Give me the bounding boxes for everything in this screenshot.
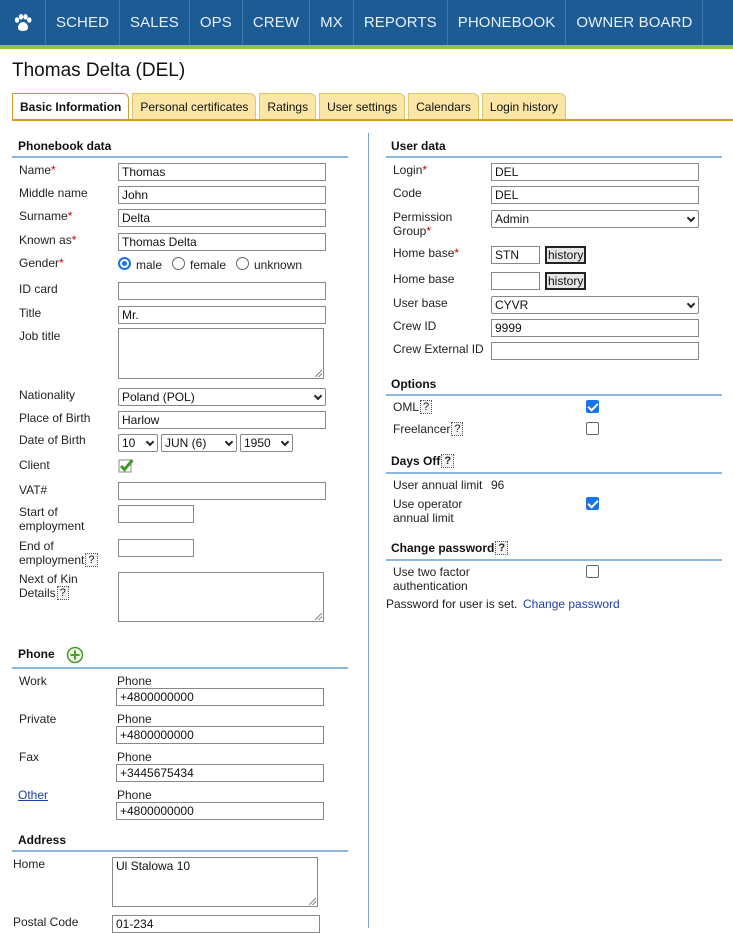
help-icon[interactable]: ? xyxy=(420,400,432,414)
name-label: Name* xyxy=(19,163,56,177)
gender-female-label: female xyxy=(190,258,227,272)
phone-other-field[interactable]: +4800000000 xyxy=(116,802,324,820)
home-logo[interactable] xyxy=(0,0,46,45)
crew-external-id-field[interactable] xyxy=(491,342,699,360)
login-label: Login* xyxy=(393,163,428,177)
top-nav xyxy=(0,0,733,45)
days-off-heading: Days Off ? xyxy=(391,454,454,468)
user-annual-limit-label: User annual limit xyxy=(393,478,483,492)
phone-work-field[interactable]: +4800000000 xyxy=(116,688,324,706)
home-base-field[interactable]: STN xyxy=(491,246,540,264)
chevron-down-icon xyxy=(314,392,322,400)
help-icon[interactable]: ? xyxy=(451,422,463,436)
date-of-birth-label: Date of Birth xyxy=(19,433,86,447)
postal-code-label: Postal Code xyxy=(13,915,79,929)
nationality-label: Nationality xyxy=(19,388,76,402)
nav-crew[interactable]: CREW xyxy=(243,0,310,45)
oml-label: OML ? xyxy=(393,400,432,414)
gender-female-radio[interactable] xyxy=(172,257,185,270)
dob-day-select[interactable]: 10 xyxy=(118,434,158,452)
nav-mx[interactable]: MX xyxy=(310,0,354,45)
tab-bar xyxy=(12,93,569,120)
known-as-field[interactable]: Thomas Delta xyxy=(118,233,326,251)
job-title-label: Job title xyxy=(19,329,61,343)
chevron-down-icon xyxy=(687,214,695,222)
user-data-heading: User data xyxy=(391,139,446,153)
nav-accent-bar xyxy=(0,45,733,49)
home-base-2-label: Home base xyxy=(393,272,455,286)
phone-work-label: Work xyxy=(19,674,47,688)
address-heading-line xyxy=(12,850,348,852)
phonebook-heading-line xyxy=(12,156,348,158)
operator-annual-limit-checkbox[interactable] xyxy=(586,497,599,510)
postal-code-field[interactable]: 01-234 xyxy=(112,915,320,933)
code-field[interactable]: DEL xyxy=(491,186,699,204)
crew-id-label: Crew ID xyxy=(393,319,437,333)
nav-sched[interactable]: SCHED xyxy=(46,0,120,45)
end-employment-label: End of employment ? xyxy=(19,539,98,567)
change-password-link[interactable]: Change password xyxy=(523,597,620,611)
phone-private-label: Private xyxy=(19,712,57,726)
crew-id-field[interactable]: 9999 xyxy=(491,319,699,337)
phone-private-sub-label: Phone xyxy=(117,712,152,726)
place-of-birth-field[interactable]: Harlow xyxy=(118,411,326,429)
tab-user-settings[interactable]: User settings xyxy=(319,93,405,120)
phone-fax-sub-label: Phone xyxy=(117,750,152,764)
help-icon[interactable]: ? xyxy=(495,541,508,555)
phonebook-heading: Phonebook data xyxy=(18,139,112,153)
freelancer-checkbox[interactable] xyxy=(586,422,599,435)
middle-name-field[interactable]: John xyxy=(118,186,326,204)
known-as-label: Known as* xyxy=(19,233,77,247)
gender-unknown-label: unknown xyxy=(254,258,303,272)
address-home-textarea[interactable]: Ul Stalowa 10 xyxy=(112,857,318,907)
phone-other-link[interactable]: Other xyxy=(18,788,49,802)
start-employment-field[interactable] xyxy=(118,505,194,523)
phone-other-sub-label: Phone xyxy=(117,788,152,802)
home-base-history-button[interactable]: history xyxy=(545,246,586,264)
tab-calendars[interactable]: Calendars xyxy=(408,93,479,120)
crew-external-id-label: Crew External ID xyxy=(393,342,484,356)
title-label: Title xyxy=(19,306,42,320)
home-base-2-field[interactable] xyxy=(491,272,540,290)
client-label: Client xyxy=(19,458,50,472)
tab-personal-certificates[interactable]: Personal certificates xyxy=(132,93,256,120)
add-phone-icon[interactable] xyxy=(66,646,84,664)
options-heading-line xyxy=(386,394,722,396)
code-label: Code xyxy=(393,186,422,200)
tab-basic-information[interactable]: Basic Information xyxy=(12,93,129,121)
change-password-heading: Change password ? xyxy=(391,541,508,555)
job-title-textarea[interactable] xyxy=(118,328,324,379)
place-of-birth-label: Place of Birth xyxy=(19,411,91,425)
two-factor-checkbox[interactable] xyxy=(586,565,599,578)
user-annual-limit-value: 96 xyxy=(491,478,505,492)
permission-group-label: Permission Group* xyxy=(393,210,453,238)
id-card-field[interactable] xyxy=(118,282,326,300)
gender-male-label: male xyxy=(136,258,163,272)
change-password-heading-line xyxy=(386,559,722,561)
two-factor-label: Use two factor authentication xyxy=(393,565,470,593)
help-icon[interactable]: ? xyxy=(85,553,97,567)
phone-heading-line xyxy=(12,667,348,669)
phone-fax-field[interactable]: +3445675434 xyxy=(116,764,324,782)
surname-label: Surname* xyxy=(19,209,73,223)
user-base-select[interactable]: CYVR xyxy=(491,296,699,314)
home-base-2-history-button[interactable]: history xyxy=(545,272,586,290)
vat-field[interactable] xyxy=(118,482,326,500)
login-field[interactable]: DEL xyxy=(491,163,699,181)
address-heading: Address xyxy=(18,833,67,847)
title-field[interactable]: Mr. xyxy=(118,306,326,324)
gender-male-radio[interactable] xyxy=(118,257,131,270)
dob-month-select[interactable]: JUN (6) xyxy=(161,434,237,452)
freelancer-label: Freelancer ? xyxy=(393,422,463,436)
options-heading: Options xyxy=(391,377,437,391)
middle-name-label: Middle name xyxy=(19,186,88,200)
id-card-label: ID card xyxy=(19,282,58,296)
address-home-label: Home xyxy=(13,857,46,871)
help-icon[interactable]: ? xyxy=(57,586,69,600)
paw-icon xyxy=(13,14,33,32)
user-data-heading-line xyxy=(386,156,722,158)
nav-phonebook[interactable]: PHONEBOOK xyxy=(448,0,567,45)
oml-checkbox[interactable] xyxy=(586,400,599,413)
tab-ratings[interactable]: Ratings xyxy=(259,93,316,120)
user-base-label: User base xyxy=(393,296,448,310)
phone-fax-label: Fax xyxy=(19,750,40,764)
chevron-down-icon xyxy=(225,438,233,446)
tab-login-history[interactable]: Login history xyxy=(482,93,566,120)
dob-year-select[interactable]: 1950 xyxy=(240,434,293,452)
start-employment-label: Start of employment xyxy=(19,505,85,533)
vat-label: VAT# xyxy=(19,483,48,497)
name-field[interactable]: Thomas xyxy=(118,163,326,181)
chevron-down-icon xyxy=(687,300,695,308)
nav-reports[interactable]: REPORTS xyxy=(354,0,448,45)
next-of-kin-label: Next of Kin Details ? xyxy=(19,572,78,600)
nav-owner-board[interactable]: OWNER BOARD xyxy=(566,0,703,45)
nav-ops[interactable]: OPS xyxy=(190,0,243,45)
surname-field[interactable]: Delta xyxy=(118,209,326,227)
home-base-label: Home base* xyxy=(393,246,460,260)
password-status-text: Password for user is set. xyxy=(386,597,518,611)
phone-heading: Phone xyxy=(18,647,55,661)
column-divider xyxy=(368,133,369,928)
phone-private-field[interactable]: +4800000000 xyxy=(116,726,324,744)
permission-group-select[interactable]: Admin xyxy=(491,210,699,228)
nationality-select[interactable]: Poland (POL) xyxy=(118,388,326,406)
gender-label: Gender* xyxy=(19,256,64,270)
chevron-down-icon xyxy=(281,438,289,446)
client-checkbox[interactable] xyxy=(118,458,134,473)
days-off-heading-line xyxy=(386,472,722,474)
end-employment-field[interactable] xyxy=(118,539,194,557)
nav-sales[interactable]: SALES xyxy=(120,0,190,45)
tab-underline xyxy=(12,119,733,121)
phone-work-sub-label: Phone xyxy=(117,674,152,688)
gender-unknown-radio[interactable] xyxy=(236,257,249,270)
chevron-down-icon xyxy=(146,438,154,446)
help-icon[interactable]: ? xyxy=(441,454,454,468)
operator-annual-limit-label: Use operator annual limit xyxy=(393,497,463,525)
page-title: Thomas Delta (DEL) xyxy=(12,60,186,81)
next-of-kin-textarea[interactable] xyxy=(118,572,324,622)
